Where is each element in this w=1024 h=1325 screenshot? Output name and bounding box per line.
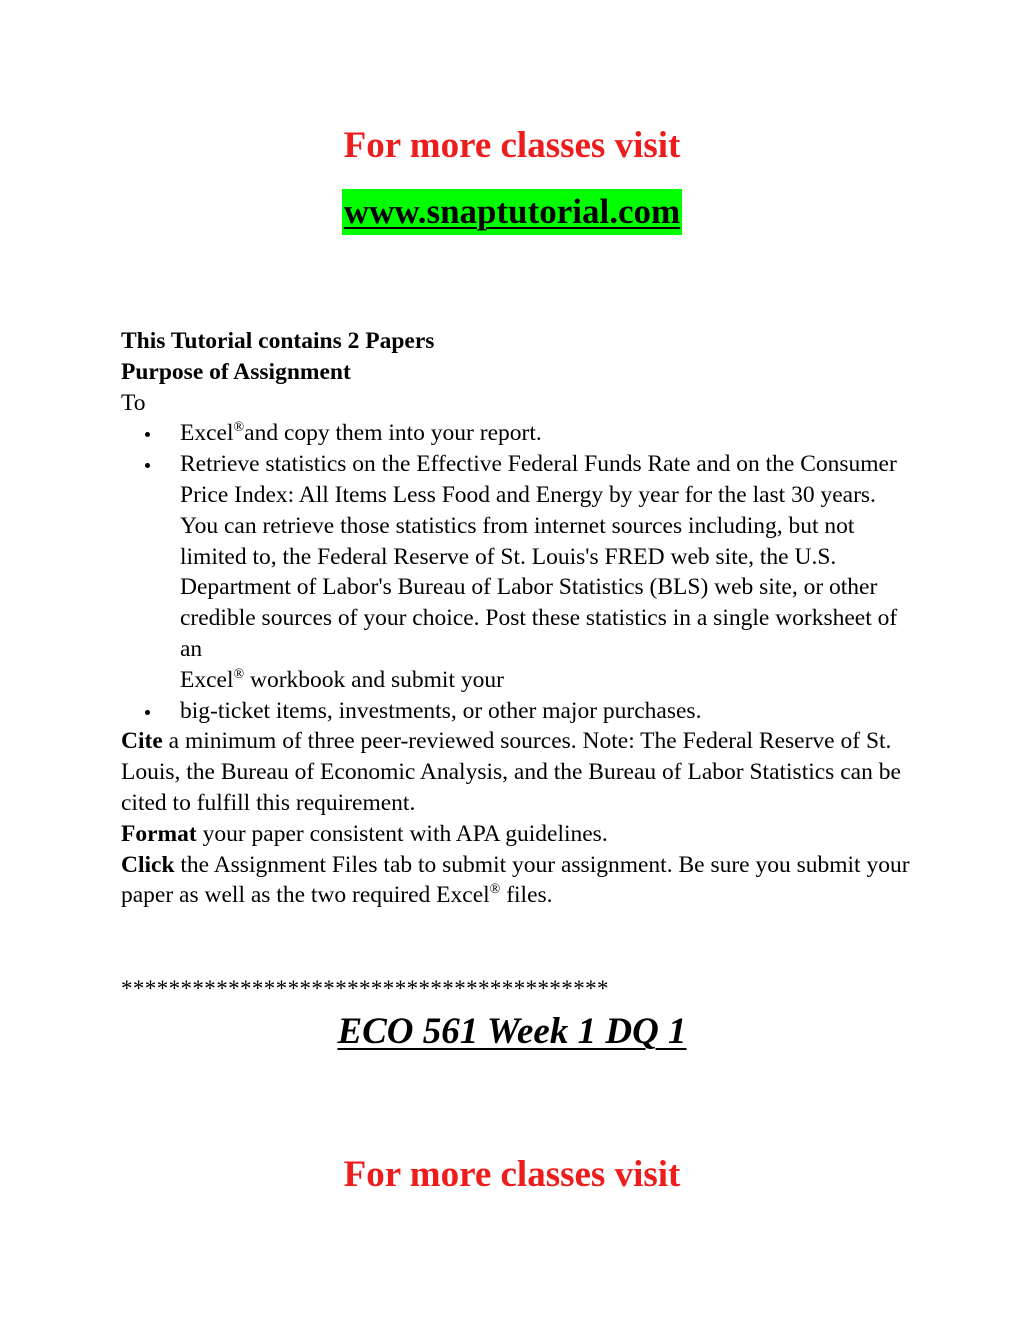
footer-visit-heading: For more classes visit	[343, 1154, 681, 1195]
purpose-heading: Purpose of Assignment	[121, 358, 351, 385]
course-title: ECO 561 Week 1 DQ 1	[337, 1011, 687, 1052]
site-link[interactable]: www.snaptutorial.com	[342, 189, 682, 235]
format-paragraph: Format your paper consistent with APA guidelines.	[121, 820, 608, 847]
tutorial-line: This Tutorial contains 2 Papers	[121, 328, 435, 354]
list-item: big-ticket items, investments, or other major purchases.	[180, 696, 911, 727]
list-item: Retrieve statistics on the Effective Federal Funds Rate and on the Consumer Price Index: All Items Less Food and Energy by year for the last 30 years. You can retrieve those statistics from internet sources including, but not limited to, the Federal Reserve of St. Louis's FRED web site, the U.S. Department of Labor's Bureau of Labor Statistics (BLS) web site, or other credible sources of your choice. Post these statistics in a single worksheet of an Excel® workbook and submit your	[180, 449, 911, 695]
bullet-list	[121, 418, 911, 726]
click-paragraph: Click the Assignment Files tab to submit your assignment. Be sure you submit your paper as well as the two required Excel® files.	[121, 851, 910, 909]
separator-line: *****************************************	[121, 976, 609, 1001]
visit-heading: For more classes visit	[343, 125, 681, 166]
site-link-wrapper	[0, 189, 1024, 235]
list-item: Excel®and copy them into your report.	[180, 418, 911, 449]
to-line: To	[121, 389, 146, 416]
cite-paragraph: Cite a minimum of three peer-reviewed sources. Note: The Federal Reserve of St. Louis, the Bureau of Economic Analysis, and the Bureau of Labor Statistics can be cited to fulfill this requirement.	[121, 728, 901, 816]
assignment-body	[121, 326, 911, 911]
